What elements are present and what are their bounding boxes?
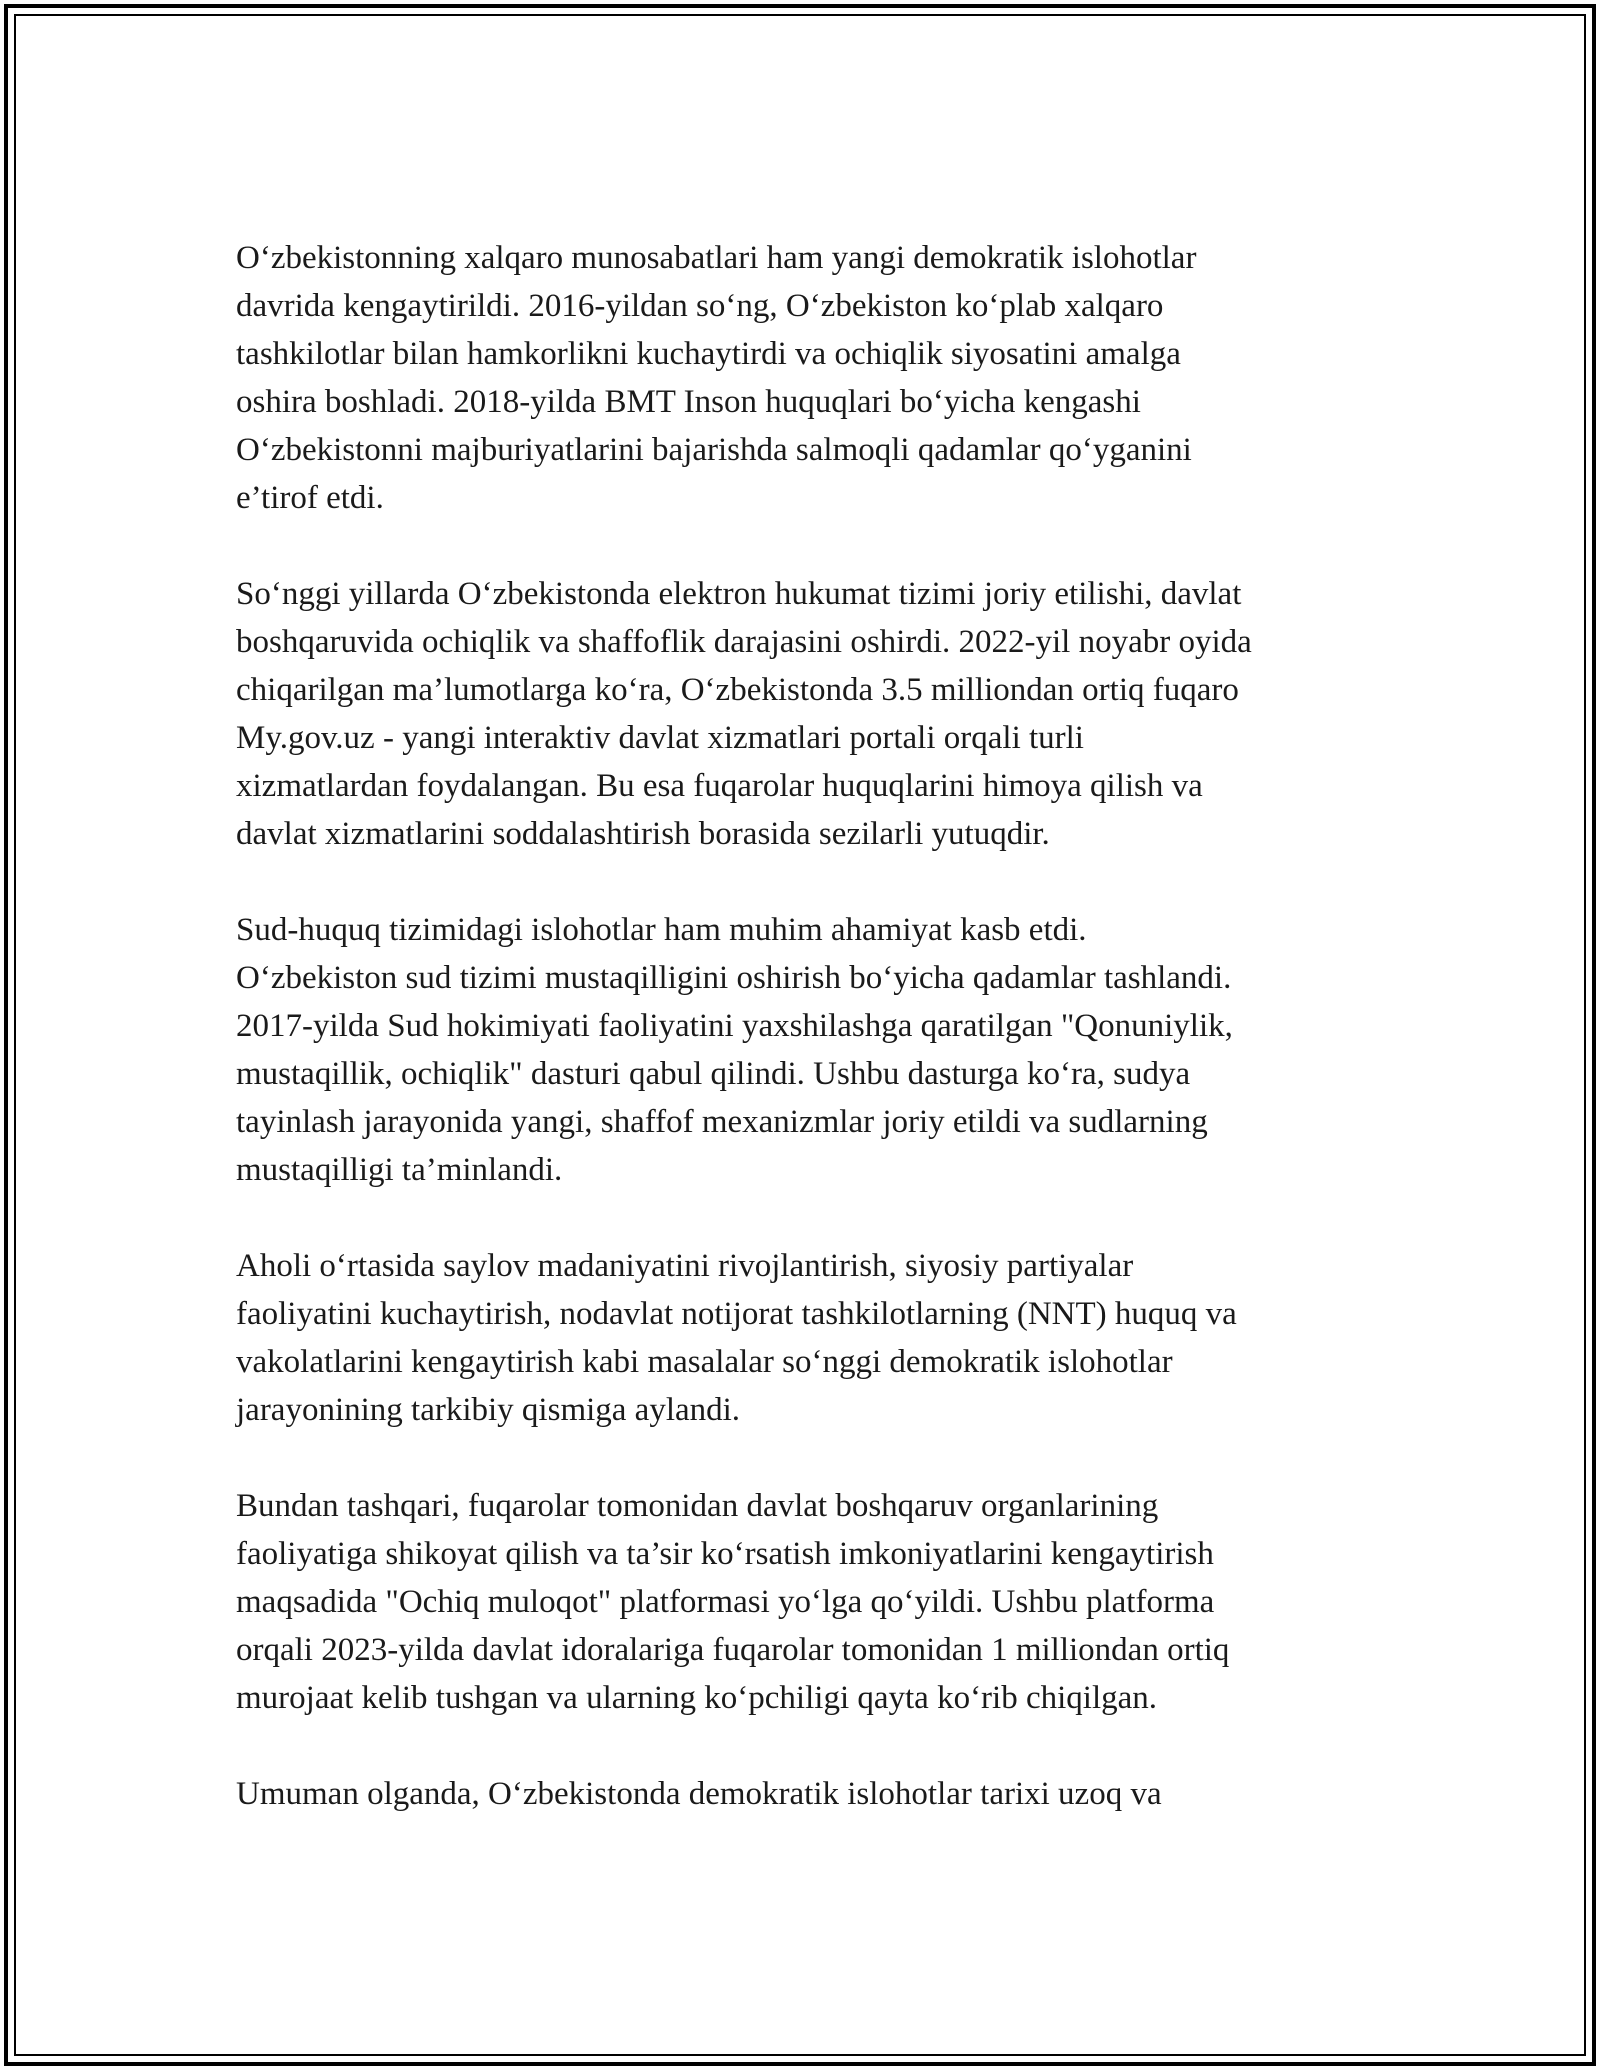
text-line: O‘zbekiston sud tizimi mustaqilligini oshirish bo‘yicha qadamlar tashlandi.	[236, 960, 1232, 996]
text-line: O‘zbekistonning xalqaro munosabatlari ham yangi demokratik islohotlar	[236, 240, 1197, 276]
text-line: davlat xizmatlarini soddalashtirish borasida sezilarli yutuqdir.	[236, 816, 1050, 852]
text-line: Aholi o‘rtasida saylov madaniyatini rivojlantirish, siyosiy partiyalar	[236, 1248, 1134, 1284]
text-line: vakolatlarini kengaytirish kabi masalalar so‘nggi demokratik islohotlar	[236, 1344, 1173, 1380]
paragraph-international-relations	[236, 234, 1386, 522]
text-line: e’tirof etdi.	[236, 480, 384, 516]
text-line: chiqarilgan ma’lumotlarga ko‘ra, O‘zbekistonda 3.5 milliondan ortiq fuqaro	[236, 672, 1239, 708]
text-line: mustaqillik, ochiqlik" dasturi qabul qilindi. Ushbu dasturga ko‘ra, sudya	[236, 1056, 1191, 1092]
text-line: faoliyatiga shikoyat qilish va ta’sir ko‘rsatish imkoniyatlarini kengaytirish	[236, 1536, 1214, 1572]
text-line: tayinlash jarayonida yangi, shaffof mexanizmlar joriy etildi va sudlarning	[236, 1104, 1208, 1140]
text-line: Bundan tashqari, fuqarolar tomonidan davlat boshqaruv organlarining	[236, 1488, 1159, 1524]
text-line: jarayonining tarkibiy qismiga aylandi.	[236, 1392, 741, 1428]
text-line: mustaqilligi ta’minlandi.	[236, 1152, 563, 1188]
document-body	[236, 234, 1386, 1866]
text-line: Sud-huquq tizimidagi islohotlar ham muhim ahamiyat kasb etdi.	[236, 912, 1087, 948]
text-line: My.gov.uz - yangi interaktiv davlat xizmatlari portali orqali turli	[236, 720, 1084, 756]
paragraph-electoral-culture	[236, 1242, 1386, 1434]
paragraph-judicial-reform	[236, 906, 1386, 1194]
paragraph-open-dialogue	[236, 1482, 1386, 1722]
text-line: oshira boshladi. 2018-yilda BMT Inson huquqlari bo‘yicha kengashi	[236, 384, 1141, 420]
text-line: davrida kengaytirildi. 2016-yildan so‘ng, O‘zbekiston ko‘plab xalqaro	[236, 288, 1164, 324]
text-line: faoliyatini kuchaytirish, nodavlat notijorat tashkilotlarning (NNT) huquq va	[236, 1296, 1237, 1332]
text-line: So‘nggi yillarda O‘zbekistonda elektron hukumat tizimi joriy etilishi, davlat	[236, 576, 1242, 612]
paragraph-conclusion	[236, 1770, 1386, 1818]
text-line: maqsadida "Ochiq muloqot" platformasi yo‘lga qo‘yildi. Ushbu platforma	[236, 1584, 1215, 1620]
text-line: 2017-yilda Sud hokimiyati faoliyatini yaxshilashga qaratilgan "Qonuniylik,	[236, 1008, 1233, 1044]
text-line: xizmatlardan foydalangan. Bu esa fuqarolar huquqlarini himoya qilish va	[236, 768, 1203, 804]
text-line: Umuman olganda, O‘zbekistonda demokratik islohotlar tarixi uzoq va	[236, 1776, 1162, 1812]
paragraph-e-government	[236, 570, 1386, 858]
text-line: orqali 2023-yilda davlat idoralariga fuqarolar tomonidan 1 milliondan ortiq	[236, 1632, 1230, 1668]
text-line: murojaat kelib tushgan va ularning ko‘pchiligi qayta ko‘rib chiqilgan.	[236, 1680, 1158, 1716]
text-line: O‘zbekistonni majburiyatlarini bajarishda salmoqli qadamlar qo‘yganini	[236, 432, 1192, 468]
text-line: boshqaruvida ochiqlik va shaffoflik darajasini oshirdi. 2022-yil noyabr oyida	[236, 624, 1252, 660]
text-line: tashkilotlar bilan hamkorlikni kuchaytirdi va ochiqlik siyosatini amalga	[236, 336, 1181, 372]
